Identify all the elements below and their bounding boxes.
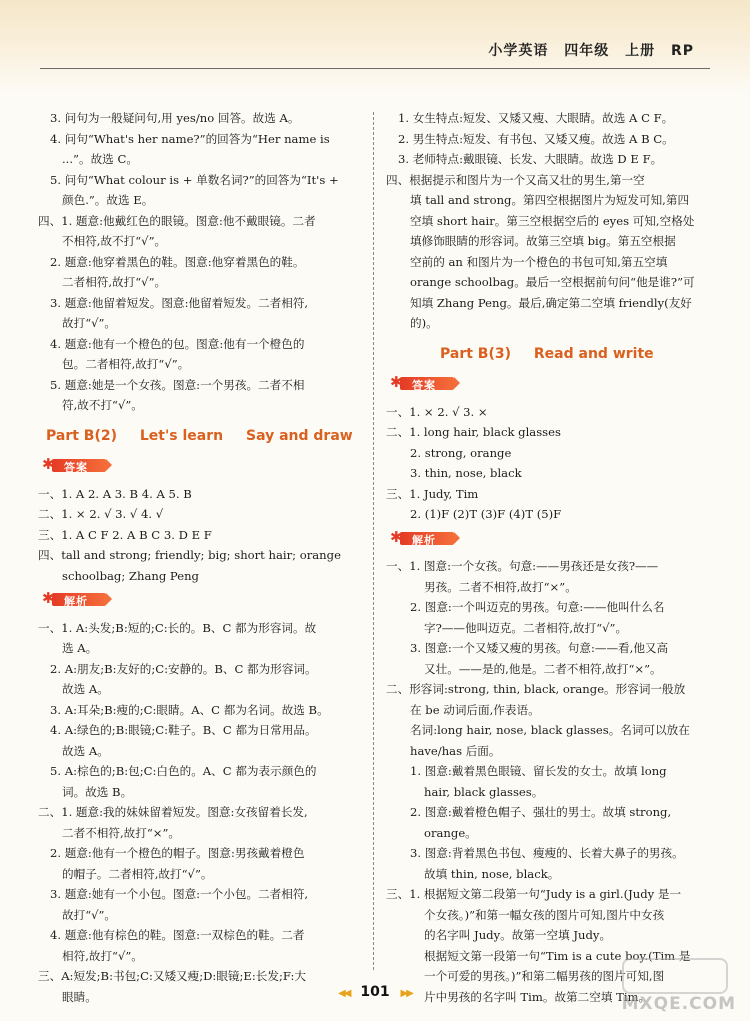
- text-line: 1. 女生特点:短发、又矮又瘦、大眼睛。故选 A C F。: [398, 111, 674, 125]
- part-subtitle: Let's learn: [139, 427, 224, 444]
- runner-icon: ✱: [390, 373, 403, 391]
- part-subtitle: Say and draw: [245, 427, 353, 444]
- text-line: 三、1. 根据短文第二段第一句“Judy is a girl.(Judy 是一: [386, 887, 682, 901]
- text-line: 颜色.”。故选 E。: [62, 193, 154, 207]
- text-line: 2. 题意:他有一个橙色的帽子。图意:男孩戴着橙色: [50, 846, 305, 860]
- text-line: 一、1. 图意:一个女孩。句意:——男孩还是女孩?——: [386, 559, 659, 573]
- text-line: 不相符,故不打“√”。: [62, 234, 167, 248]
- header-subject: 小学英语: [488, 43, 549, 59]
- answer-tag: [390, 374, 460, 391]
- text-line: 5. A:棕色的;B:包;C:白色的。A、C 都为表示颜色的: [50, 764, 317, 778]
- text-line: 4. 题意:他有棕色的鞋。图意:一双棕色的鞋。二者: [50, 928, 305, 942]
- text-line: orange schoolbag。最后一空根据前句问“他是谁?”可: [410, 275, 695, 289]
- text-line: 3. 老师特点:戴眼镜、长发、大眼睛。故选 D E F。: [398, 152, 663, 166]
- part-label: Part B(2): [46, 427, 118, 444]
- text-line: 空前的 an 和图片为一个橙色的书包可知,第五空填: [410, 254, 668, 269]
- text-line: 2. A:朋友;B:友好的;C:安静的。B、C 都为形容词。: [50, 661, 317, 676]
- answer-tag-label: 答案: [64, 461, 88, 474]
- left-answers: [38, 484, 363, 587]
- part-subtitle: Read and write: [533, 345, 654, 362]
- text-line: 2. (1)F (2)T (3)F (4)T (5)F: [410, 507, 562, 521]
- analysis-tag: [42, 590, 112, 607]
- answer-tag: [42, 456, 112, 473]
- text-line: 片中男孩的名字叫 Tim。故第二空填 Tim。: [424, 989, 651, 1004]
- prev-arrows-icon: ◀◀: [338, 988, 350, 999]
- text-line: 知填 Zhang Peng。最后,确定第二空填 friendly(友好: [410, 295, 692, 310]
- text-line: 的帽子。二者相符,故打“√”。: [62, 866, 213, 881]
- runner-icon: ✱: [42, 589, 55, 607]
- right-analysis: [386, 556, 704, 1007]
- next-arrows-icon: ▶▶: [400, 988, 412, 999]
- text-line: 二、1. long hair, black glasses: [386, 425, 561, 439]
- text-line: schoolbag; Zhang Peng: [62, 568, 199, 583]
- header-volume: 上册: [625, 43, 656, 59]
- header-grade: 四年级: [564, 43, 610, 59]
- text-line: 三、A:短发;B:书包;C:又矮又瘦;D:眼镜;E:长发;F:大: [38, 969, 307, 983]
- section-heading-part-b3: [440, 344, 704, 365]
- text-line: 的名字叫 Judy。故第一空填 Judy。: [424, 928, 612, 942]
- watermark-text: MXQE.COM: [621, 994, 736, 1014]
- text-line: 3. 图意:一个又矮又瘦的男孩。句意:——看,他又高: [410, 641, 669, 655]
- text-line: 的)。: [410, 316, 438, 330]
- text-line: 眼睛。: [62, 989, 97, 1004]
- text-line: 5. 问句“What colour is + 单数名词?”的回答为“It's +: [50, 172, 339, 187]
- text-line: 四、根据提示和图片为一个又高又壮的男生,第一空: [386, 172, 645, 187]
- text-line: 四、1. 题意:他戴红色的眼镜。图意:他不戴眼镜。二者: [38, 213, 316, 228]
- right-answers: [386, 402, 704, 525]
- text-line: 3. 题意:他留着短发。图意:他留着短发。二者相符,: [50, 295, 309, 310]
- text-line: 故选 A。: [62, 682, 109, 696]
- analysis-tag: [390, 529, 460, 546]
- text-line: 二、形容词:strong, thin, black, orange。形容词一般放: [386, 682, 686, 696]
- text-line: 2. strong, orange: [410, 445, 512, 460]
- text-line: 根据短文第一段第一句“Tim is a cute boy.(Tim 是: [424, 948, 691, 963]
- text-line: 在 be 动词后面,作表语。: [410, 702, 540, 717]
- text-line: 一、1. × 2. √ 3. ×: [386, 404, 488, 419]
- text-line: 一个可爱的男孩。)”和第二幅男孩的图片可知,图: [424, 969, 665, 983]
- header-rule: [40, 68, 710, 69]
- text-line: 二者不相符,故打“×”。: [62, 825, 181, 840]
- part-label: Part B(3): [440, 345, 512, 362]
- text-line: 符,故不打“√”。: [62, 398, 143, 412]
- text-line: 又壮。——是的,他是。二者不相符,故打“×”。: [424, 661, 662, 676]
- text-line: 2. 图意:戴着橙色帽子、强壮的男士。故填 strong,: [410, 805, 672, 819]
- text-line: 故打“√”。: [62, 316, 117, 330]
- text-line: 三、1. Judy, Tim: [386, 486, 479, 501]
- text-line: 故打“√”。: [62, 907, 117, 922]
- text-line: 3. 图意:背着黑色书包、瘦瘦的、长着大鼻子的男孩。: [410, 846, 684, 860]
- text-line: 男孩。二者不相符,故打“×”。: [424, 579, 577, 594]
- header-edition: RP: [670, 43, 694, 59]
- text-line: 3. A:耳朵;B:瘦的;C:眼睛。A、C 都为名词。故选 B。: [50, 702, 329, 717]
- text-line: 3. thin, nose, black: [410, 466, 522, 480]
- text-line: 二、1. × 2. √ 3. √ 4. √: [38, 507, 164, 521]
- text-line: 故选 A。: [62, 743, 109, 758]
- page-number: 101: [360, 984, 390, 1000]
- text-line: ...”。故选 C。: [62, 152, 138, 166]
- text-line: 2. 图意:一个叫迈克的男孩。句意:——他叫什么名: [410, 600, 665, 614]
- text-line: 4. A:绿色的;B:眼镜;C:鞋子。B、C 都为日常用品。: [50, 723, 317, 737]
- right-column: [386, 108, 704, 1007]
- left-analysis: [38, 618, 363, 1008]
- left-lines: [38, 108, 363, 416]
- analysis-tag-label: 解析: [64, 595, 88, 608]
- text-line: 2. 题意:他穿着黑色的鞋。图意:他穿着黑色的鞋。: [50, 254, 305, 269]
- text-line: 一、1. A:头发;B:短的;C:长的。B、C 都为形容词。故: [38, 620, 317, 635]
- left-column: [38, 108, 363, 1007]
- text-line: hair, black glasses。: [424, 784, 544, 799]
- column-divider: [373, 112, 374, 970]
- text-line: 选 A。: [62, 641, 98, 655]
- text-line: 1. 图意:戴着黑色眼镜、留长发的女士。故填 long: [410, 764, 667, 778]
- watermark-logo: [622, 958, 728, 994]
- text-line: 包。二者相符,故打“√”。: [62, 357, 190, 371]
- text-line: have/has 后面。: [410, 743, 501, 758]
- text-line: 空填 short hair。第三空根据空后的 eyes 可知,空格处: [410, 213, 695, 228]
- text-line: 填修饰眼睛的形容词。故第三空填 big。第五空根据: [410, 234, 676, 248]
- text-line: 5. 题意:她是一个女孩。图意:一个男孩。二者不相: [50, 377, 305, 392]
- text-line: 四、tall and strong; friendly; big; short hair; orange: [38, 548, 341, 562]
- text-line: 二者相符,故打“√”。: [62, 275, 167, 289]
- running-header: [478, 40, 694, 60]
- text-line: 三、1. A C F 2. A B C 3. D E F: [38, 527, 212, 542]
- runner-icon: ✱: [390, 527, 403, 546]
- text-line: 二、1. 题意:我的妹妹留着短发。图意:女孩留着长发,: [38, 805, 308, 819]
- watermark: [618, 958, 736, 1014]
- analysis-tag-label: 解析: [412, 533, 436, 547]
- text-line: orange。: [424, 825, 477, 840]
- text-line: 3. 题意:她有一个小包。图意:一个小包。二者相符,: [50, 887, 309, 901]
- text-line: 4. 题意:他有一个橙色的包。图意:他有一个橙色的: [50, 336, 305, 351]
- text-line: 3. 问句为一般疑问句,用 yes/no 回答。故选 A。: [50, 111, 300, 125]
- answer-tag-label: 答案: [412, 379, 436, 392]
- text-line: 词。故选 B。: [62, 784, 133, 799]
- section-heading-part-b2: [46, 426, 363, 447]
- right-lines: [386, 108, 704, 334]
- text-line: 2. 男生特点:短发、有书包、又矮又瘦。故选 A B C。: [398, 131, 674, 146]
- runner-icon: ✱: [42, 455, 55, 473]
- text-line: 故填 thin, nose, black。: [424, 866, 560, 881]
- text-line: 4. 问句“What's her name?”的回答为“Her name is: [50, 131, 330, 146]
- text-line: 相符,故打“√”。: [62, 948, 143, 963]
- text-line: 一、1. A 2. A 3. B 4. A 5. B: [38, 486, 192, 501]
- text-line: 填 tall and strong。第四空根据图片为短发可知,第四: [410, 193, 690, 207]
- text-line: 个女孩。)”和第一幅女孩的图片可知,图片中女孩: [424, 907, 665, 922]
- text-line: 名词:long hair, nose, black glasses。名词可以放在: [410, 723, 690, 737]
- text-line: 字?——他叫迈克。二者相符,故打“√”。: [424, 620, 628, 635]
